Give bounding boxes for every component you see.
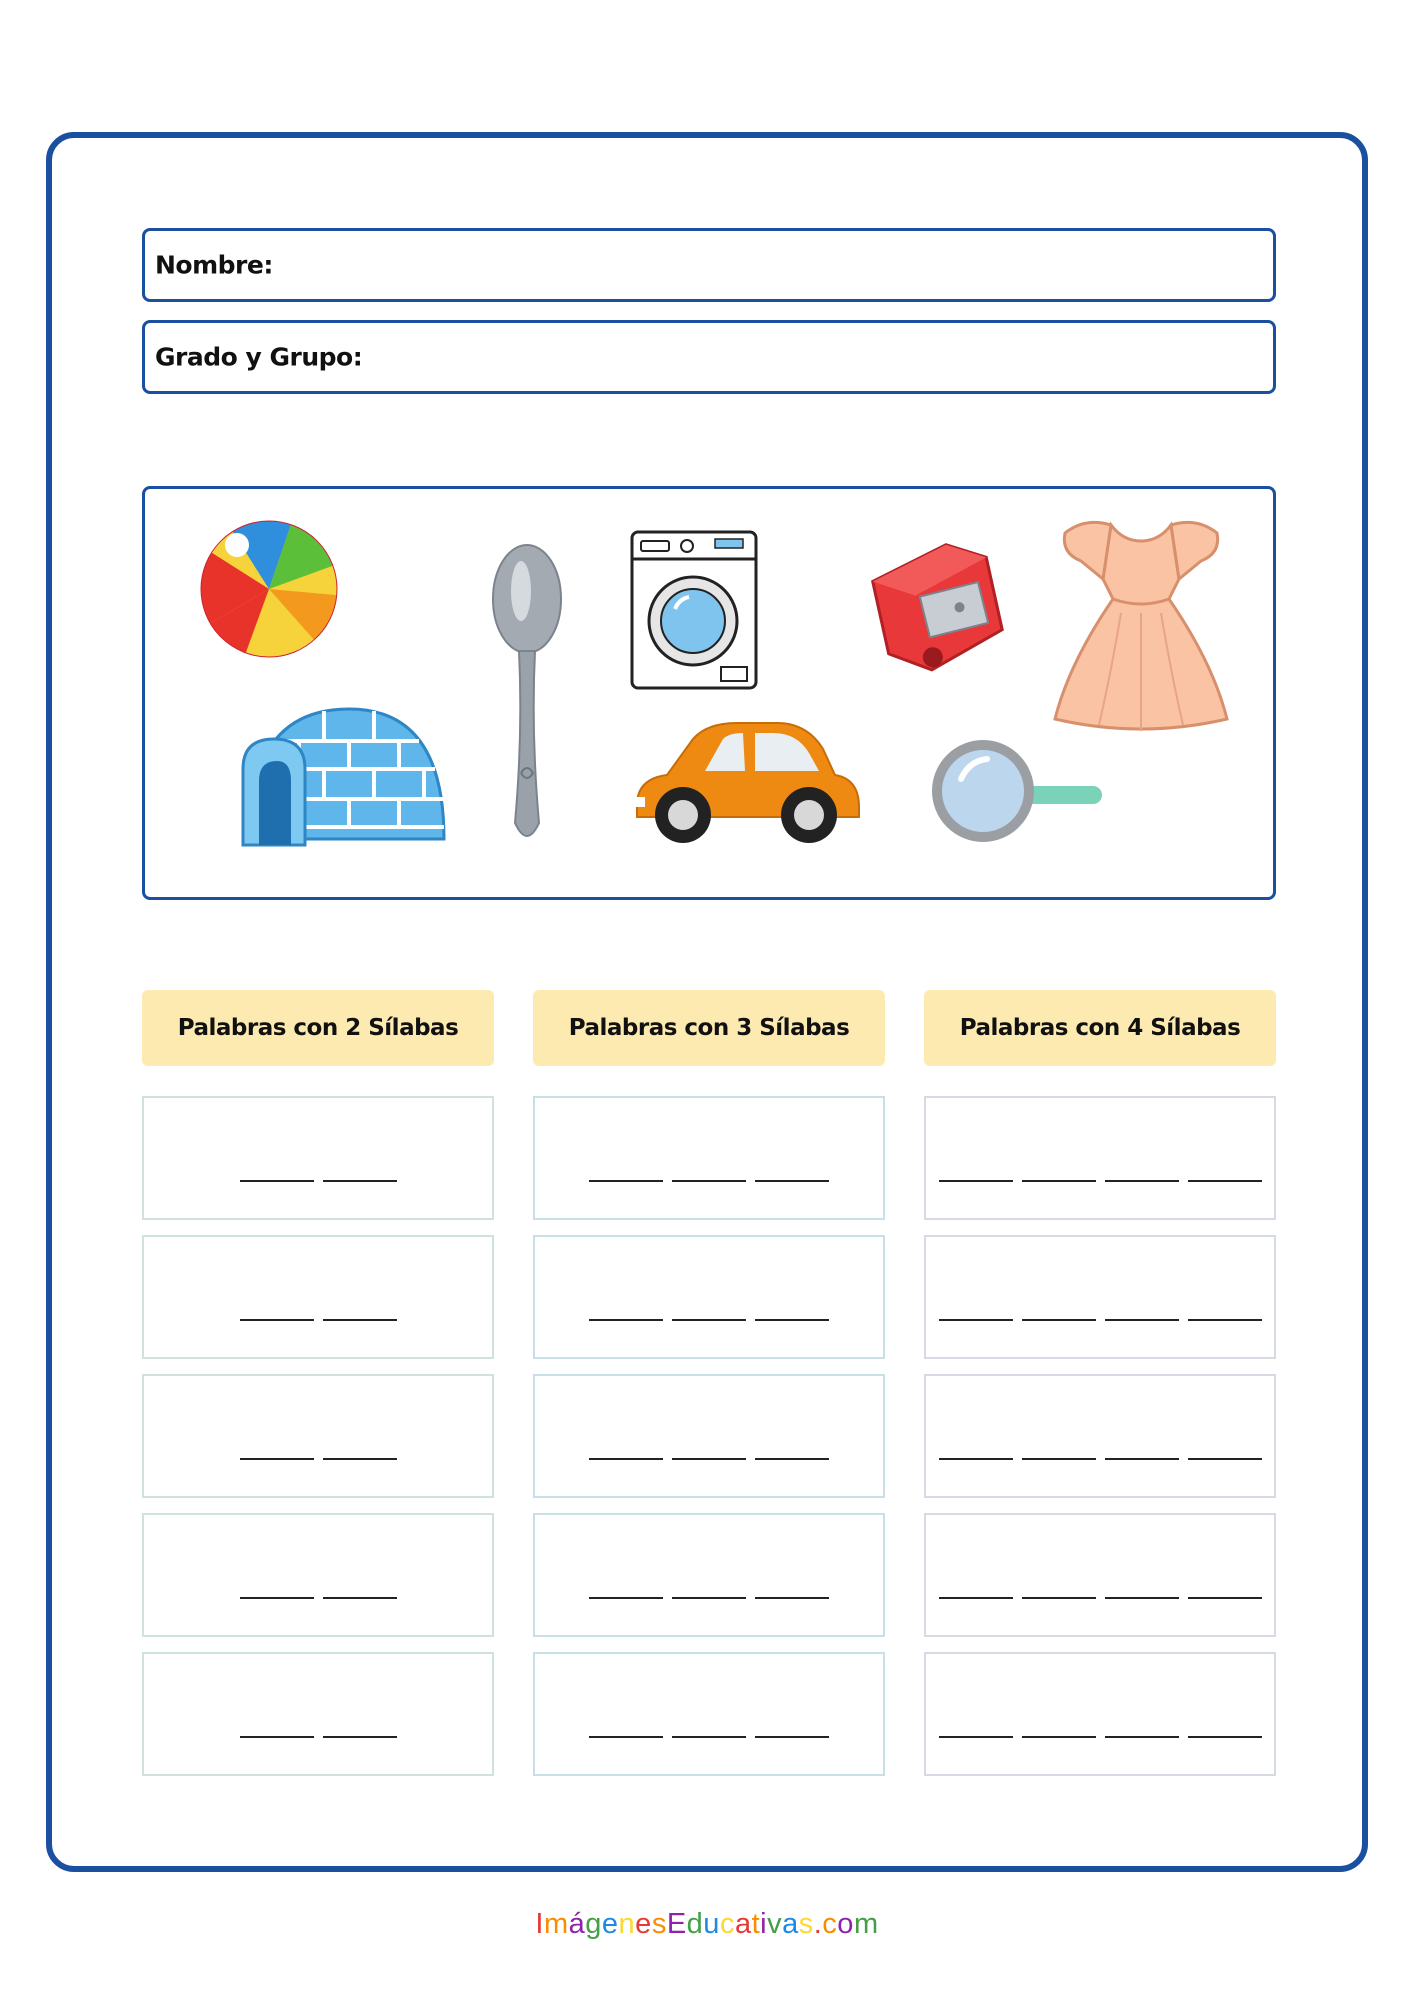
syllable-blank-line[interactable] [672,1180,746,1182]
syllable-blank-line[interactable] [672,1319,746,1321]
syllable-blank-line[interactable] [672,1458,746,1460]
syllable-blank-line[interactable] [1188,1458,1262,1460]
footer-site: ImágenesEducativas.com [535,1908,879,1940]
syllable-blank-line[interactable] [1022,1736,1096,1738]
answer-cell[interactable] [142,1235,494,1359]
syllable-blanks [144,1597,492,1599]
answer-cell[interactable] [924,1513,1276,1637]
syllable-blank-line[interactable] [240,1458,314,1460]
syllable-blank-line[interactable] [1188,1319,1262,1321]
syllable-blank-line[interactable] [240,1180,314,1182]
syllable-blank-line[interactable] [939,1319,1013,1321]
magnifying-glass-icon [931,739,1103,849]
syllable-blank-line[interactable] [589,1458,663,1460]
header-3-syllables: Palabras con 3 Sílabas [533,990,885,1066]
answer-cell[interactable] [924,1096,1276,1220]
syllable-blanks [926,1319,1274,1321]
syllable-blank-line[interactable] [755,1736,829,1738]
syllable-blank-line[interactable] [323,1597,397,1599]
answer-cell[interactable] [924,1652,1276,1776]
ball-icon [197,517,342,662]
syllable-blank-line[interactable] [755,1597,829,1599]
answer-cell[interactable] [533,1513,885,1637]
syllable-blank-line[interactable] [1022,1180,1096,1182]
syllable-blank-line[interactable] [939,1180,1013,1182]
syllable-blanks [535,1736,883,1738]
answer-cell[interactable] [142,1513,494,1637]
syllable-blank-line[interactable] [1022,1319,1096,1321]
syllable-blank-line[interactable] [939,1597,1013,1599]
syllable-blank-line[interactable] [939,1458,1013,1460]
syllable-blank-line[interactable] [589,1597,663,1599]
syllable-blanks [144,1458,492,1460]
syllable-blanks [535,1319,883,1321]
syllable-blank-line[interactable] [672,1736,746,1738]
syllable-blank-line[interactable] [589,1736,663,1738]
answer-cell[interactable] [533,1235,885,1359]
syllable-blank-line[interactable] [1105,1597,1179,1599]
syllable-blank-line[interactable] [755,1458,829,1460]
header-4-syllables: Palabras con 4 Sílabas [924,990,1276,1066]
syllable-blanks [926,1736,1274,1738]
car-icon [627,719,867,847]
igloo-icon [239,699,449,847]
grade-group-field[interactable] [142,320,1276,394]
syllable-blank-line[interactable] [323,1736,397,1738]
name-field[interactable] [142,228,1276,302]
syllable-blank-line[interactable] [1105,1736,1179,1738]
syllable-blank-line[interactable] [240,1319,314,1321]
syllable-blank-line[interactable] [755,1319,829,1321]
syllable-blank-line[interactable] [240,1736,314,1738]
syllable-blank-line[interactable] [1022,1597,1096,1599]
syllable-blank-line[interactable] [1105,1458,1179,1460]
answer-cell[interactable] [142,1096,494,1220]
syllable-blanks [144,1319,492,1321]
syllable-blanks [144,1736,492,1738]
syllable-blank-line[interactable] [1105,1180,1179,1182]
answer-cell[interactable] [533,1096,885,1220]
syllable-blank-line[interactable] [1105,1319,1179,1321]
answer-cell[interactable] [924,1374,1276,1498]
washing-machine-icon [629,529,759,691]
syllable-blank-line[interactable] [1022,1458,1096,1460]
syllable-blanks [926,1597,1274,1599]
answer-cell[interactable] [142,1652,494,1776]
syllable-blank-line[interactable] [323,1180,397,1182]
syllable-blanks [926,1458,1274,1460]
syllable-blank-line[interactable] [240,1597,314,1599]
spoon-icon [487,543,567,853]
syllable-blank-line[interactable] [589,1319,663,1321]
name-label: Nombre: [155,250,273,280]
syllable-blanks [144,1180,492,1182]
answer-cell[interactable] [533,1374,885,1498]
syllable-blank-line[interactable] [1188,1180,1262,1182]
syllable-blank-line[interactable] [1188,1597,1262,1599]
pencil-sharpener-icon [861,527,1011,689]
pictures-panel [142,486,1276,900]
syllable-blank-line[interactable] [755,1180,829,1182]
answer-cell[interactable] [142,1374,494,1498]
syllable-blank-line[interactable] [1188,1736,1262,1738]
syllable-blanks [535,1458,883,1460]
answer-cell[interactable] [924,1235,1276,1359]
syllable-blanks [535,1180,883,1182]
dress-icon [1051,513,1231,739]
header-2-syllables: Palabras con 2 Sílabas [142,990,494,1066]
syllable-blanks [535,1597,883,1599]
syllable-blank-line[interactable] [323,1458,397,1460]
syllable-blank-line[interactable] [672,1597,746,1599]
syllable-blank-line[interactable] [323,1319,397,1321]
answer-cell[interactable] [533,1652,885,1776]
grade-group-label: Grado y Grupo: [155,342,363,372]
syllable-blanks [926,1180,1274,1182]
syllable-blank-line[interactable] [589,1180,663,1182]
syllable-blank-line[interactable] [939,1736,1013,1738]
